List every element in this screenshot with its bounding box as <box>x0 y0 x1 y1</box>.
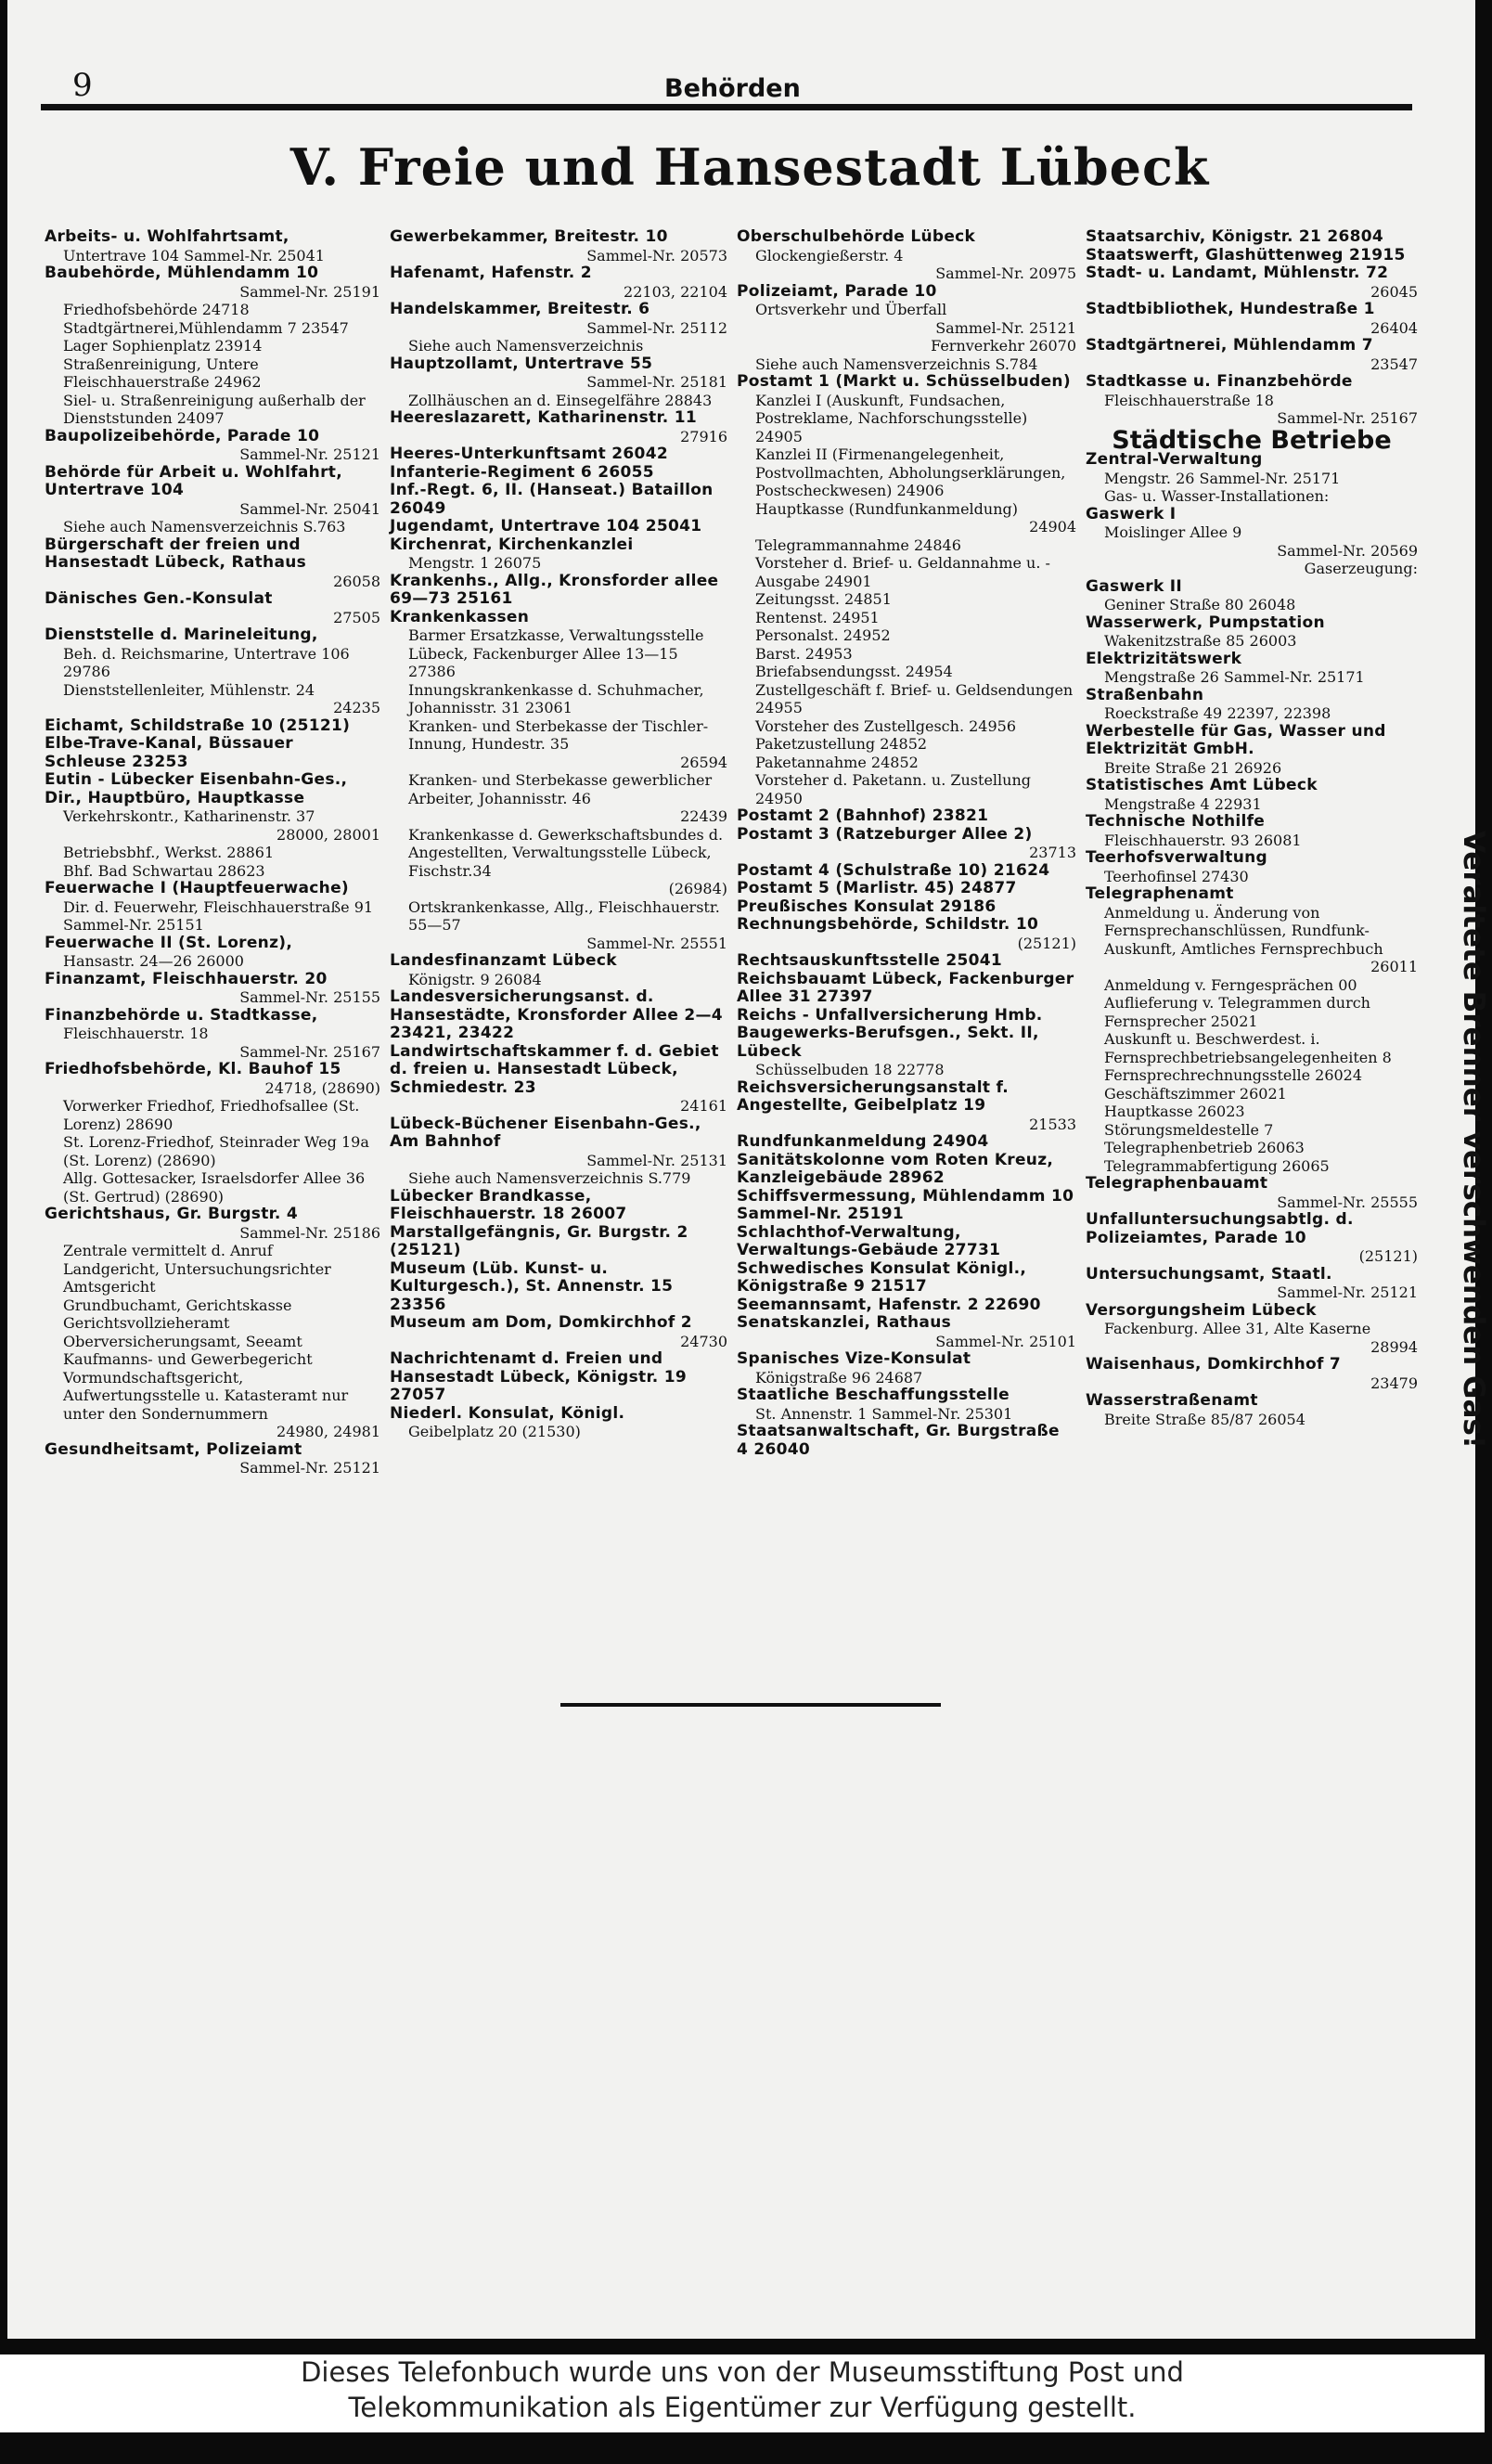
directory-entry-heading: Staatliche Beschaffungsstelle <box>737 1386 1010 1404</box>
directory-entry-heading: Krankenhs., Allg., Kronsforder allee 69—73 25161 <box>390 571 719 608</box>
directory-entry-heading: Statistisches Amt Lübeck <box>1086 776 1318 794</box>
directory-entry-line: Lager Sophienplatz 23914 <box>63 337 263 355</box>
directory-entry-line: Mengstraße 26 Sammel-Nr. 25171 <box>1104 668 1365 686</box>
directory-entry-line: Krankenkasse d. Gewerkschaftsbundes d. Angestellten, Verwaltungsstelle Lübeck, Fischstr.34 <box>408 825 724 880</box>
paper-sheet <box>7 0 1475 2339</box>
directory-entry-heading: Straßenbahn <box>1086 685 1204 704</box>
directory-entry-line: 26045 <box>1370 282 1418 301</box>
directory-entry-heading: Telegraphenbauamt <box>1086 1174 1268 1193</box>
directory-entry-line: Betriebsbhf., Werkst. 28861 <box>63 844 275 861</box>
directory-entry-line: 28000, 28001 <box>277 825 380 844</box>
directory-entry-line: Bhf. Bad Schwartau 28623 <box>63 861 265 880</box>
directory-entry-heading: Bürgerschaft der freien und Hansestadt Lübeck, Rathaus <box>45 535 307 572</box>
directory-entry-line: Anmeldung v. Ferngesprächen 00 <box>1104 975 1357 994</box>
directory-entry-line: (26984) <box>668 880 727 897</box>
directory-entry-line: 23479 <box>1370 1374 1418 1392</box>
directory-entry-line: Barmer Ersatzkasse, Verwaltungsstelle Lübeck, Fackenburger Allee 13—15 27386 <box>408 626 704 680</box>
directory-entry-line: Störungsmeldestelle 7 <box>1104 1120 1274 1139</box>
directory-entry-line: 24904 <box>1029 518 1076 535</box>
directory-entry-line: Rentenst. 24951 <box>755 608 880 626</box>
directory-column-2 <box>390 228 727 1441</box>
directory-entry-heading: Landesfinanzamt Lübeck <box>390 951 617 970</box>
directory-entry-heading: Lübecker Brandkasse, Fleischhauerstr. 18 26007 <box>390 1186 627 1223</box>
directory-entry-line: Telegraphenbetrieb 26063 <box>1104 1139 1305 1156</box>
directory-entry-line: Sammel-Nr. 25041 <box>239 499 380 518</box>
directory-entry-heading: Zentral-Verwaltung <box>1086 450 1263 469</box>
directory-entry-line: Paketannahme 24852 <box>755 753 919 771</box>
directory-entry-line: Landgericht, Untersuchungsrichter <box>63 1259 331 1278</box>
footer-line-1: Dieses Telefonbuch wurde uns von der Museumsstiftung Post und <box>301 2356 1184 2388</box>
directory-entry-heading: Wasserstraßenamt <box>1086 1391 1258 1410</box>
directory-entry-line: Sammel-Nr. 25551 <box>586 934 727 952</box>
directory-entry-heading: Postamt 4 (Schulstraße 10) 21624 <box>737 860 1050 880</box>
directory-entry-heading: Stadtbibliothek, Hundestraße 1 <box>1086 300 1375 318</box>
directory-entry-line: Barst. 24953 <box>755 644 853 663</box>
directory-entry-line: Sammel-Nr. 25167 <box>239 1042 380 1061</box>
directory-entry-line: Ortsverkehr und Überfall <box>755 301 947 318</box>
directory-entry-line: Auskunft u. Beschwerdest. i. Fernsprechbetriebsangelegenheiten 8 <box>1104 1030 1392 1066</box>
directory-entry-line: Auflieferung v. Telegrammen durch Fernsprecher 25021 <box>1104 994 1370 1030</box>
directory-entry-line: Kanzlei II (Firmenangelegenheit, Postvollmachten, Abholungserklärungen, Postscheckwesen) 24906 <box>755 445 1066 499</box>
directory-entry-line: Sammel-Nr. 25121 <box>239 445 380 463</box>
directory-entry-heading: Unfalluntersuchungsabtlg. d. Polizeiamtes, Parade 10 <box>1086 1210 1354 1247</box>
directory-entry-heading: Spanisches Vize-Konsulat <box>737 1349 971 1368</box>
directory-entry-heading: Heereslazarett, Katharinenstr. 11 <box>390 408 697 427</box>
directory-entry-line: Fleischhauerstr. 18 <box>63 1025 209 1042</box>
directory-entry-heading: Feuerwache I (Hauptfeuerwache) <box>45 879 349 897</box>
directory-entry-line: Sammel-Nr. 20569 <box>1277 541 1418 560</box>
directory-entry-heading: Friedhofsbehörde, Kl. Bauhof 15 <box>45 1060 341 1078</box>
directory-entry-line: Teerhofinsel 27430 <box>1104 867 1249 885</box>
directory-entry-line: Kranken- und Sterbekasse gewerblicher Arbeiter, Johannisstr. 46 <box>408 771 713 807</box>
directory-entry-line: 27505 <box>333 608 380 626</box>
directory-entry-line: 24161 <box>680 1097 727 1115</box>
directory-entry-line: 26011 <box>1370 958 1418 975</box>
directory-entry-heading: Stadtkasse u. Finanzbehörde <box>1086 372 1353 391</box>
directory-entry-line: Hauptkasse (Rundfunkanmeldung) <box>755 499 1018 518</box>
directory-entry-line: 26594 <box>680 753 727 771</box>
directory-entry-line: Vorsteher des Zustellgesch. 24956 <box>755 716 1017 735</box>
directory-entry-heading: Jugendamt, Untertrave 104 25041 <box>390 517 702 535</box>
running-header: Behörden <box>664 74 801 103</box>
directory-entry-line: 22439 <box>680 807 727 825</box>
page-number: 9 <box>72 67 93 104</box>
directory-entry-line: Königstraße 96 24687 <box>755 1368 923 1387</box>
directory-entry-heading: Landwirtschaftskammer f. d. Gebiet d. freien u. Hansestadt Lübeck, Schmiedestr. 23 <box>390 1041 719 1097</box>
directory-entry-line: 26404 <box>1370 318 1418 337</box>
directory-column-3 <box>737 228 1076 1459</box>
directory-entry-line: Glockengießerstr. 4 <box>755 246 904 264</box>
directory-entry-line: 24980, 24981 <box>277 1423 380 1440</box>
directory-entry-line: Wakenitzstraße 85 26003 <box>1104 632 1297 650</box>
directory-entry-heading: Stadt- u. Landamt, Mühlenstr. 72 <box>1086 264 1389 282</box>
directory-entry-heading: Waisenhaus, Domkirchhof 7 <box>1086 1355 1341 1374</box>
directory-entry-line: Siehe auch Namensverzeichnis S.779 <box>408 1169 691 1187</box>
directory-entry-line: Sammel-Nr. 20573 <box>586 246 727 264</box>
section-heading: Städtische Betriebe <box>1112 425 1392 455</box>
directory-entry-heading: Lübeck-Büchener Eisenbahn-Ges., Am Bahnhof <box>390 1114 701 1151</box>
directory-entry-heading: Marstallgefängnis, Gr. Burgstr. 2 (25121) <box>390 1222 688 1259</box>
directory-entry-heading: Finanzbehörde u. Stadtkasse, <box>45 1005 318 1025</box>
directory-entry-heading: Eichamt, Schildstraße 10 (25121) <box>45 716 351 735</box>
directory-entry-heading: Postamt 5 (Marlistr. 45) 24877 <box>737 879 1017 897</box>
directory-entry-heading: Museum (Lüb. Kunst- u. Kulturgesch.), St. Annenstr. 15 23356 <box>390 1258 674 1314</box>
directory-entry-line: Sammel-Nr. 25555 <box>1277 1193 1418 1211</box>
directory-entry-line: Kaufmanns- und Gewerbegericht <box>63 1350 313 1368</box>
directory-entry-line: Gaserzeugung: <box>1304 560 1418 577</box>
directory-entry-line: Dir. d. Feuerwehr, Fleischhauerstraße 91 Sammel-Nr. 25151 <box>63 897 374 934</box>
directory-entry-heading: Postamt 2 (Bahnhof) 23821 <box>737 806 989 825</box>
directory-entry-line: Telegrammabfertigung 26065 <box>1104 1156 1330 1175</box>
directory-entry-line: Fernsprechrechnungsstelle 26024 <box>1104 1066 1363 1084</box>
section-divider <box>560 1703 941 1707</box>
directory-entry-heading: Kirchenrat, Kirchenkanzlei <box>390 535 634 554</box>
directory-entry-heading: Feuerwache II (St. Lorenz), <box>45 933 293 952</box>
directory-entry-heading: Elektrizitätswerk <box>1086 649 1242 668</box>
directory-entry-line: Sammel-Nr. 25101 <box>935 1332 1076 1350</box>
directory-entry-line: Fleischhauerstr. 93 26081 <box>1104 831 1302 849</box>
directory-entry-line: Vorsteher d. Paketann. u. Zustellung 24950 <box>755 771 1031 807</box>
directory-entry-line: Zeitungsst. 24851 <box>755 590 892 608</box>
directory-entry-line: 27916 <box>680 427 727 445</box>
directory-entry-line: Sammel-Nr. 25186 <box>239 1223 380 1242</box>
directory-entry-heading: Reichsversicherungsanstalt f. Angestellte, Geibelplatz 19 <box>737 1077 1010 1115</box>
directory-entry-line: Fleischhauerstraße 18 <box>1104 391 1274 409</box>
directory-entry-line: 23713 <box>1029 844 1076 861</box>
side-advert-text: Veraltete Brenner verschwenden Gas! <box>1457 831 1490 1450</box>
directory-entry-line: Telegrammannahme 24846 <box>755 535 961 554</box>
directory-entry-line: Sammel-Nr. 25167 <box>1277 409 1418 427</box>
directory-entry-line: Siel- u. Straßenreinigung außerhalb der Dienststunden 24097 <box>63 391 366 427</box>
directory-entry-line: Mengstr. 26 Sammel-Nr. 25171 <box>1104 469 1341 487</box>
directory-entry-heading: Dienststelle d. Marineleitung, <box>45 626 318 644</box>
directory-entry-line: Straßenreinigung, Untere Fleischhauerstraße 24962 <box>63 355 262 391</box>
directory-entry-line: 24718, (28690) <box>264 1078 380 1097</box>
directory-entry-heading: Finanzamt, Fleischhauerstr. 20 <box>45 969 328 988</box>
side-advert <box>1457 831 1490 2464</box>
directory-entry-line: 24730 <box>680 1332 727 1350</box>
directory-entry-heading: Infanterie-Regiment 6 26055 <box>390 462 654 482</box>
directory-entry-line: Siehe auch Namensverzeichnis S.763 <box>63 518 346 535</box>
directory-entry-heading: Rechtsauskunftsstelle 25041 <box>737 951 1003 970</box>
directory-entry-heading: Sanitätskolonne vom Roten Kreuz, Kanzleigebäude 28962 <box>737 1150 1054 1187</box>
directory-entry-line: Geibelplatz 20 (21530) <box>408 1423 581 1440</box>
directory-entry-line: Kranken- und Sterbekasse der Tischler-Innung, Hundestr. 35 <box>408 716 709 753</box>
directory-entry-line: Sammel-Nr. 20975 <box>935 264 1076 282</box>
directory-entry-line: 28994 <box>1370 1337 1418 1356</box>
directory-entry-line: Friedhofsbehörde 24718 <box>63 301 250 318</box>
directory-entry-line: Breite Straße 85/87 26054 <box>1104 1410 1306 1428</box>
directory-entry-line: 23547 <box>1370 355 1418 373</box>
directory-entry-line: Vorsteher d. Brief- u. Geldannahme u. -Ausgabe 24901 <box>755 554 1050 590</box>
directory-entry-line: Sammel-Nr. 25121 <box>935 318 1076 337</box>
directory-entry-line: 26058 <box>333 572 380 590</box>
directory-entry-line: Moislinger Allee 9 <box>1104 523 1242 541</box>
directory-entry-line: St. Lorenz-Friedhof, Steinrader Weg 19a (St. Lorenz) (28690) <box>63 1133 369 1169</box>
directory-entry-heading: Landesversicherungsanst. d. Hansestädte, Kronsforder Allee 2—4 23421, 23422 <box>390 987 723 1042</box>
directory-entry-heading: Reichsbauamt Lübeck, Fackenburger Allee 31 27397 <box>737 969 1074 1006</box>
directory-entry-heading: Untersuchungsamt, Staatl. <box>1086 1264 1332 1284</box>
directory-entry-line: Allg. Gottesacker, Israelsdorfer Allee 36 (St. Gertrud) (28690) <box>63 1169 366 1206</box>
directory-entry-line: (25121) <box>1358 1247 1418 1265</box>
directory-entry-line: Beh. d. Reichsmarine, Untertrave 106 29786 <box>63 644 350 680</box>
directory-entry-line: Oberversicherungsamt, Seeamt <box>63 1332 302 1350</box>
directory-entry-line: Sammel-Nr. 25191 <box>239 282 380 301</box>
directory-entry-line: Fernverkehr 26070 <box>931 337 1076 355</box>
directory-entry-line: Vorwerker Friedhof, Friedhofsallee (St. Lorenz) 28690 <box>63 1097 360 1133</box>
directory-entry-line: Briefabsendungsst. 24954 <box>755 663 953 680</box>
directory-entry-line: Hansastr. 24—26 26000 <box>63 952 244 970</box>
directory-entry-line: Sammel-Nr. 25121 <box>1277 1284 1418 1301</box>
directory-entry-line: Hauptkasse 26023 <box>1104 1103 1245 1120</box>
directory-entry-line: Zustellgeschäft f. Brief- u. Geldsendungen 24955 <box>755 680 1074 716</box>
directory-entry-line: Untertrave 104 Sammel-Nr. 25041 <box>63 246 325 264</box>
directory-entry-line: Schüsselbuden 18 22778 <box>755 1061 945 1078</box>
directory-entry-line: 24235 <box>333 699 380 716</box>
directory-entry-line: Personalst. 24952 <box>755 626 891 644</box>
directory-entry-heading: Gaswerk I <box>1086 504 1177 523</box>
directory-entry-heading: Senatskanzlei, Rathaus <box>737 1313 952 1332</box>
directory-entry-heading: Schlachthof-Verwaltung, Verwaltungs-Gebäude 27731 <box>737 1222 1001 1259</box>
directory-entry-heading: Inf.-Regt. 6, II. (Hanseat.) Bataillon 26049 <box>390 481 714 518</box>
directory-entry-line: Siehe auch Namensverzeichnis <box>408 337 644 355</box>
directory-entry-heading: Technische Nothilfe <box>1086 812 1266 831</box>
directory-entry-heading: Schwedisches Konsulat Königl., Königstraße 9 21517 <box>737 1258 1027 1296</box>
directory-entry-line: Zollhäuschen an d. Einsegelfähre 28843 <box>408 391 713 409</box>
directory-entry-line: Grundbuchamt, Gerichtskasse <box>63 1296 292 1314</box>
directory-entry-heading: Niederl. Konsulat, Königl. <box>390 1403 625 1423</box>
directory-entry-line: Sammel-Nr. 25155 <box>239 988 380 1006</box>
directory-entry-heading: Teerhofsverwaltung <box>1086 848 1267 867</box>
directory-entry-heading: Baupolizeibehörde, Parade 10 <box>45 426 320 445</box>
directory-entry-heading: Eutin - Lübecker Eisenbahn-Ges., Dir., Hauptbüro, Hauptkasse <box>45 770 348 807</box>
directory-entry-heading: Behörde für Arbeit u. Wohlfahrt, Untertrave 104 <box>45 462 342 499</box>
directory-entry-heading: Rechnungsbehörde, Schildstr. 10 <box>737 915 1039 934</box>
directory-entry-line: Verkehrskontr., Katharinenstr. 37 <box>63 807 315 825</box>
directory-entry-heading: Preußisches Konsulat 29186 <box>737 897 997 916</box>
directory-column-1 <box>45 228 380 1477</box>
page-title: V. Freie und Hansestadt Lübeck <box>289 137 1210 197</box>
footer-notice <box>0 2354 1485 2432</box>
header-rule <box>41 104 1412 110</box>
directory-entry-line: Anmeldung u. Änderung von Fernsprechanschlüssen, Rundfunk-Auskunft, Amtliches Fernsprechbuch <box>1104 903 1383 958</box>
directory-entry-line: Geniner Straße 80 26048 <box>1104 596 1296 613</box>
directory-entry-line: Stadtgärtnerei,Mühlendamm 7 23547 <box>63 318 349 337</box>
directory-entry-heading: Polizeiamt, Parade 10 <box>737 281 937 301</box>
directory-entry-heading: Elbe-Trave-Kanal, Büssauer Schleuse 23253 <box>45 734 293 771</box>
directory-entry-heading: Gewerbekammer, Breitestr. 10 <box>390 227 668 246</box>
directory-entry-heading: Krankenkassen <box>390 607 530 626</box>
directory-entry-heading: Nachrichtenamt d. Freien und Hansestadt Lübeck, Königstr. 19 27057 <box>390 1349 687 1404</box>
directory-entry-line: Breite Straße 21 26926 <box>1104 758 1282 777</box>
directory-entry-heading: Gesundheitsamt, Polizeiamt <box>45 1439 302 1459</box>
directory-entry-line: Siehe auch Namensverzeichnis S.784 <box>755 355 1038 373</box>
directory-entry-heading: Baubehörde, Mühlendamm 10 <box>45 264 319 282</box>
directory-entry-line: Innungskrankenkasse d. Schuhmacher, Johannisstr. 31 23061 <box>408 680 704 716</box>
directory-entry-line: Vormundschaftsgericht, Aufwertungsstelle u. Katasteramt nur unter den Sondernummern <box>63 1368 349 1423</box>
directory-entry-heading: Wasserwerk, Pumpstation <box>1086 613 1325 632</box>
directory-entry-line: Mengstraße 4 22931 <box>1104 794 1262 813</box>
directory-entry-heading: Handelskammer, Breitestr. 6 <box>390 300 650 318</box>
directory-entry-heading: Schiffsvermessung, Mühlendamm 10 Sammel-Nr. 25191 <box>737 1186 1074 1223</box>
directory-entry-heading: Staatsanwaltschaft, Gr. Burgstraße 4 26040 <box>737 1422 1060 1459</box>
directory-entry-line: Dienststellenleiter, Mühlenstr. 24 <box>63 680 315 699</box>
directory-entry-line: Zentrale vermittelt d. Anruf <box>63 1242 273 1259</box>
directory-entry-line: 21533 <box>1029 1115 1076 1133</box>
directory-entry-line: Gerichtsvollzieheramt <box>63 1314 230 1332</box>
directory-entry-heading: Staatswerft, Glashüttenweg 21915 <box>1086 245 1406 264</box>
directory-entry-line: Geschäftszimmer 26021 <box>1104 1084 1287 1103</box>
directory-column-4 <box>1086 228 1418 1428</box>
directory-entry-line: Amtsgericht <box>63 1278 156 1296</box>
directory-entry-heading: Museum am Dom, Domkirchhof 2 <box>390 1313 692 1332</box>
directory-entry-line: Ortskrankenkasse, Allg., Fleischhauerstr. 55—57 <box>408 897 720 934</box>
directory-entry-line: St. Annenstr. 1 Sammel-Nr. 25301 <box>755 1404 1013 1423</box>
directory-entry-heading: Staatsarchiv, Königstr. 21 26804 <box>1086 227 1384 246</box>
directory-entry-heading: Hafenamt, Hafenstr. 2 <box>390 264 592 282</box>
directory-entry-heading: Rundfunkanmeldung 24904 <box>737 1132 989 1151</box>
directory-entry-heading: Dänisches Gen.-Konsulat <box>45 589 273 608</box>
directory-entry-line: Sammel-Nr. 25112 <box>586 318 727 337</box>
directory-entry-line: Sammel-Nr. 25181 <box>586 373 727 391</box>
directory-entry-line: Gas- u. Wasser-Installationen: <box>1104 487 1330 505</box>
directory-entry-line: Roeckstraße 49 22397, 22398 <box>1104 704 1331 722</box>
directory-entry-heading: Werbestelle für Gas, Wasser und Elektrizität GmbH. <box>1086 721 1386 758</box>
directory-entry-line: Sammel-Nr. 25131 <box>586 1151 727 1169</box>
directory-entry-line: 22103, 22104 <box>624 282 727 301</box>
directory-entry-line: (25121) <box>1017 934 1076 952</box>
directory-entry-heading: Gerichtshaus, Gr. Burgstr. 4 <box>45 1205 299 1223</box>
directory-entry-heading: Telegraphenamt <box>1086 884 1234 903</box>
directory-entry-heading: Hauptzollamt, Untertrave 55 <box>390 354 653 373</box>
directory-entry-heading: Seemannsamt, Hafenstr. 2 22690 <box>737 1295 1041 1314</box>
directory-entry-heading: Oberschulbehörde Lübeck <box>737 227 976 246</box>
directory-entry-heading: Postamt 3 (Ratzeburger Allee 2) <box>737 824 1033 844</box>
directory-entry-line: Mengstr. 1 26075 <box>408 554 542 572</box>
directory-entry-line: Königstr. 9 26084 <box>408 970 542 988</box>
directory-entry-heading: Gaswerk II <box>1086 576 1183 596</box>
directory-entry-line: Kanzlei I (Auskunft, Fundsachen, Postreklame, Nachforschungsstelle) 24905 <box>755 391 1028 445</box>
footer-line-2: Telekommunikation als Eigentümer zur Verfügung gestellt. <box>348 2392 1137 2423</box>
directory-entry-line: Paketzustellung 24852 <box>755 735 928 753</box>
directory-entry-line: Fackenburg. Allee 31, Alte Kaserne <box>1104 1320 1371 1337</box>
directory-entry-heading: Postamt 1 (Markt u. Schüsselbuden) <box>737 372 1071 391</box>
directory-entry-heading: Versorgungsheim Lübeck <box>1086 1300 1317 1320</box>
directory-entry-heading: Stadtgärtnerei, Mühlendamm 7 <box>1086 336 1373 355</box>
directory-entry-heading: Arbeits- u. Wohlfahrtsamt, <box>45 227 289 246</box>
directory-entry-heading: Heeres-Unterkunftsamt 26042 <box>390 445 668 463</box>
directory-entry-heading: Reichs - Unfallversicherung Hmb. Baugewerks-Berufsgen., Sekt. II, Lübeck <box>737 1005 1043 1061</box>
directory-entry-line: Sammel-Nr. 25121 <box>239 1459 380 1477</box>
